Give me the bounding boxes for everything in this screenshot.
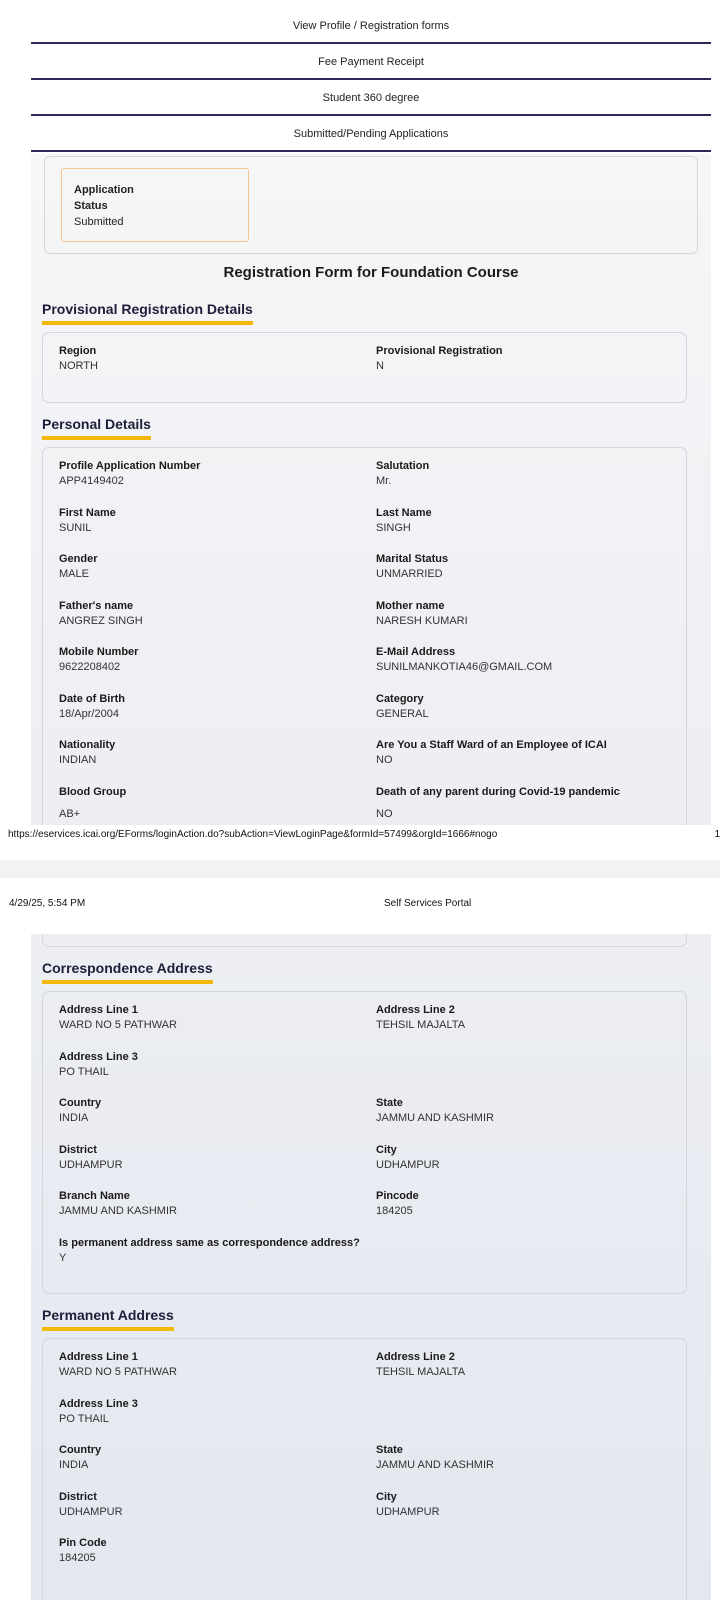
application-status-box — [61, 168, 249, 242]
section-title-correspondence: Correspondence Address — [42, 960, 213, 984]
page-number: 1 — [714, 829, 720, 840]
field-value: Y — [59, 1252, 67, 1264]
field-label: City — [376, 1491, 397, 1503]
nav-menu — [31, 8, 711, 152]
field-value: NARESH KUMARI — [376, 615, 468, 627]
field-first-name — [59, 506, 116, 536]
field-mobile-number — [59, 645, 138, 675]
field-label: Country — [59, 1097, 102, 1109]
field-label: Region — [59, 345, 97, 357]
field-value: NO — [376, 754, 393, 766]
correspondence-card — [42, 991, 687, 1294]
field-label: Address Line 1 — [59, 1351, 138, 1363]
field-label: Are You a Staff Ward of an Employee of ICAI — [376, 739, 607, 751]
field-value: N — [376, 360, 384, 372]
status-value: Submitted — [74, 216, 124, 228]
field-value: 184205 — [376, 1205, 413, 1217]
section-title-permanent: Permanent Address — [42, 1307, 174, 1331]
field-label: Mother name — [376, 600, 445, 612]
field-marital-status — [376, 552, 448, 582]
field-perm-address-3 — [59, 1397, 138, 1427]
print-date: 4/29/25, 5:54 PM — [9, 898, 86, 909]
field-value: JAMMU AND KASHMIR — [376, 1112, 494, 1124]
field-label: Gender — [59, 553, 98, 565]
field-perm-address-1 — [59, 1350, 177, 1380]
field-label: Address Line 2 — [376, 1351, 455, 1363]
field-value: UDHAMPUR — [59, 1506, 123, 1518]
field-corr-country — [59, 1096, 101, 1126]
field-value: TEHSIL MAJALTA — [376, 1366, 466, 1378]
field-value: UDHAMPUR — [376, 1506, 440, 1518]
field-perm-pincode — [59, 1536, 107, 1566]
field-mother-name — [376, 599, 468, 629]
field-label: Profile Application Number — [59, 460, 201, 472]
field-value: NO — [376, 808, 393, 820]
field-email — [376, 645, 552, 675]
field-nationality — [59, 738, 115, 768]
field-value: UDHAMPUR — [376, 1159, 440, 1171]
form-page-1 — [31, 154, 711, 842]
section-title-provisional: Provisional Registration Details — [42, 301, 253, 325]
field-value: AB+ — [59, 808, 81, 820]
field-value: UDHAMPUR — [59, 1159, 123, 1171]
field-label: Address Line 3 — [59, 1398, 138, 1410]
field-corr-address-3 — [59, 1050, 138, 1080]
field-label: Mobile Number — [59, 646, 139, 658]
field-label: Provisional Registration — [376, 345, 503, 357]
field-label: First Name — [59, 507, 116, 519]
field-label: E-Mail Address — [376, 646, 456, 658]
field-label: District — [59, 1491, 97, 1503]
status-panel — [44, 156, 698, 254]
field-value: JAMMU AND KASHMIR — [59, 1205, 177, 1217]
field-label: Address Line 3 — [59, 1051, 138, 1063]
field-value: NORTH — [59, 360, 98, 372]
field-parent-death-covid — [376, 785, 620, 822]
field-value: 184205 — [59, 1552, 96, 1564]
field-label: State — [376, 1444, 403, 1456]
field-label: Last Name — [376, 507, 432, 519]
form-title: Registration Form for Foundation Course — [223, 264, 519, 281]
field-value: SUNIL — [59, 522, 92, 534]
field-perm-address-2 — [376, 1350, 465, 1380]
field-value: WARD NO 5 PATHWAR — [59, 1019, 177, 1031]
field-value: GENERAL — [376, 708, 429, 720]
section-title-personal: Personal Details — [42, 416, 151, 440]
field-gender — [59, 552, 98, 582]
permanent-card — [42, 1338, 687, 1600]
field-corr-district — [59, 1143, 123, 1173]
field-value: SINGH — [376, 522, 411, 534]
field-label: Is permanent address same as correspondence address? — [59, 1237, 360, 1249]
nav-item-view-profile[interactable]: View Profile / Registration forms — [31, 8, 711, 44]
field-profile-app-number — [59, 459, 200, 489]
page-break — [0, 860, 720, 878]
field-label: Branch Name — [59, 1190, 130, 1202]
field-value: 9622208402 — [59, 661, 121, 673]
field-label: Country — [59, 1444, 102, 1456]
field-label: Marital Status — [376, 553, 449, 565]
field-value: UNMARRIED — [376, 568, 443, 580]
print-header — [0, 878, 720, 934]
field-value: INDIA — [59, 1459, 89, 1471]
field-label: Pincode — [376, 1190, 419, 1202]
field-value: MALE — [59, 568, 89, 580]
field-value: APP4149402 — [59, 475, 124, 487]
field-category — [376, 692, 429, 722]
personal-card-continued — [42, 934, 687, 947]
field-provisional-registration — [376, 344, 503, 374]
field-value: 18/Apr/2004 — [59, 708, 119, 720]
field-value: ANGREZ SINGH — [59, 615, 143, 627]
field-value: PO THAIL — [59, 1413, 109, 1425]
field-corr-branch — [59, 1189, 177, 1219]
field-label: Father's name — [59, 600, 134, 612]
field-label: Blood Group — [59, 786, 127, 798]
field-label: Address Line 1 — [59, 1004, 138, 1016]
field-perm-state — [376, 1443, 494, 1473]
field-perm-city — [376, 1490, 440, 1520]
field-label: District — [59, 1144, 97, 1156]
field-salutation — [376, 459, 429, 489]
field-dob — [59, 692, 125, 722]
field-label: Death of any parent during Covid-19 pandemic — [376, 786, 620, 798]
field-label: City — [376, 1144, 397, 1156]
field-perm-country — [59, 1443, 101, 1473]
field-last-name — [376, 506, 432, 536]
nav-item-fee-receipt[interactable]: Fee Payment Receipt — [31, 44, 711, 80]
field-value: SUNILMANKOTIA46@GMAIL.COM — [376, 661, 553, 673]
field-value: Mr. — [376, 475, 392, 487]
field-label: State — [376, 1097, 403, 1109]
field-value: JAMMU AND KASHMIR — [376, 1459, 494, 1471]
print-footer — [0, 825, 720, 860]
form-page-2 — [31, 934, 711, 1600]
field-label: Pin Code — [59, 1537, 107, 1549]
field-corr-pincode — [376, 1189, 419, 1219]
nav-item-student-360[interactable]: Student 360 degree — [31, 80, 711, 116]
field-corr-state — [376, 1096, 494, 1126]
field-perm-district — [59, 1490, 123, 1520]
field-value: WARD NO 5 PATHWAR — [59, 1366, 177, 1378]
nav-item-applications[interactable]: Submitted/Pending Applications — [31, 116, 711, 152]
field-label: Category — [376, 693, 424, 705]
field-staff-ward — [376, 738, 607, 768]
field-label: Salutation — [376, 460, 430, 472]
field-corr-address-2 — [376, 1003, 465, 1033]
field-region — [59, 344, 98, 374]
provisional-card — [42, 332, 687, 403]
field-value: INDIAN — [59, 754, 97, 766]
field-corr-address-1 — [59, 1003, 177, 1033]
field-label: Date of Birth — [59, 693, 125, 705]
field-blood-group — [59, 785, 126, 822]
field-corr-city — [376, 1143, 440, 1173]
print-title: Self Services Portal — [384, 898, 472, 909]
field-father-name — [59, 599, 143, 629]
field-same-address — [59, 1236, 360, 1266]
status-label-2: Status — [74, 200, 108, 212]
field-value: TEHSIL MAJALTA — [376, 1019, 466, 1031]
field-value: PO THAIL — [59, 1066, 109, 1078]
field-label: Nationality — [59, 739, 116, 751]
personal-card — [42, 447, 687, 842]
status-label: Application — [74, 184, 134, 196]
field-label: Address Line 2 — [376, 1004, 455, 1016]
page-url[interactable]: https://eservices.icai.org/EForms/loginAction.do?subAction=ViewLoginPage&formId=57499&orgId=1666#nogo — [8, 829, 498, 840]
field-value: INDIA — [59, 1112, 89, 1124]
